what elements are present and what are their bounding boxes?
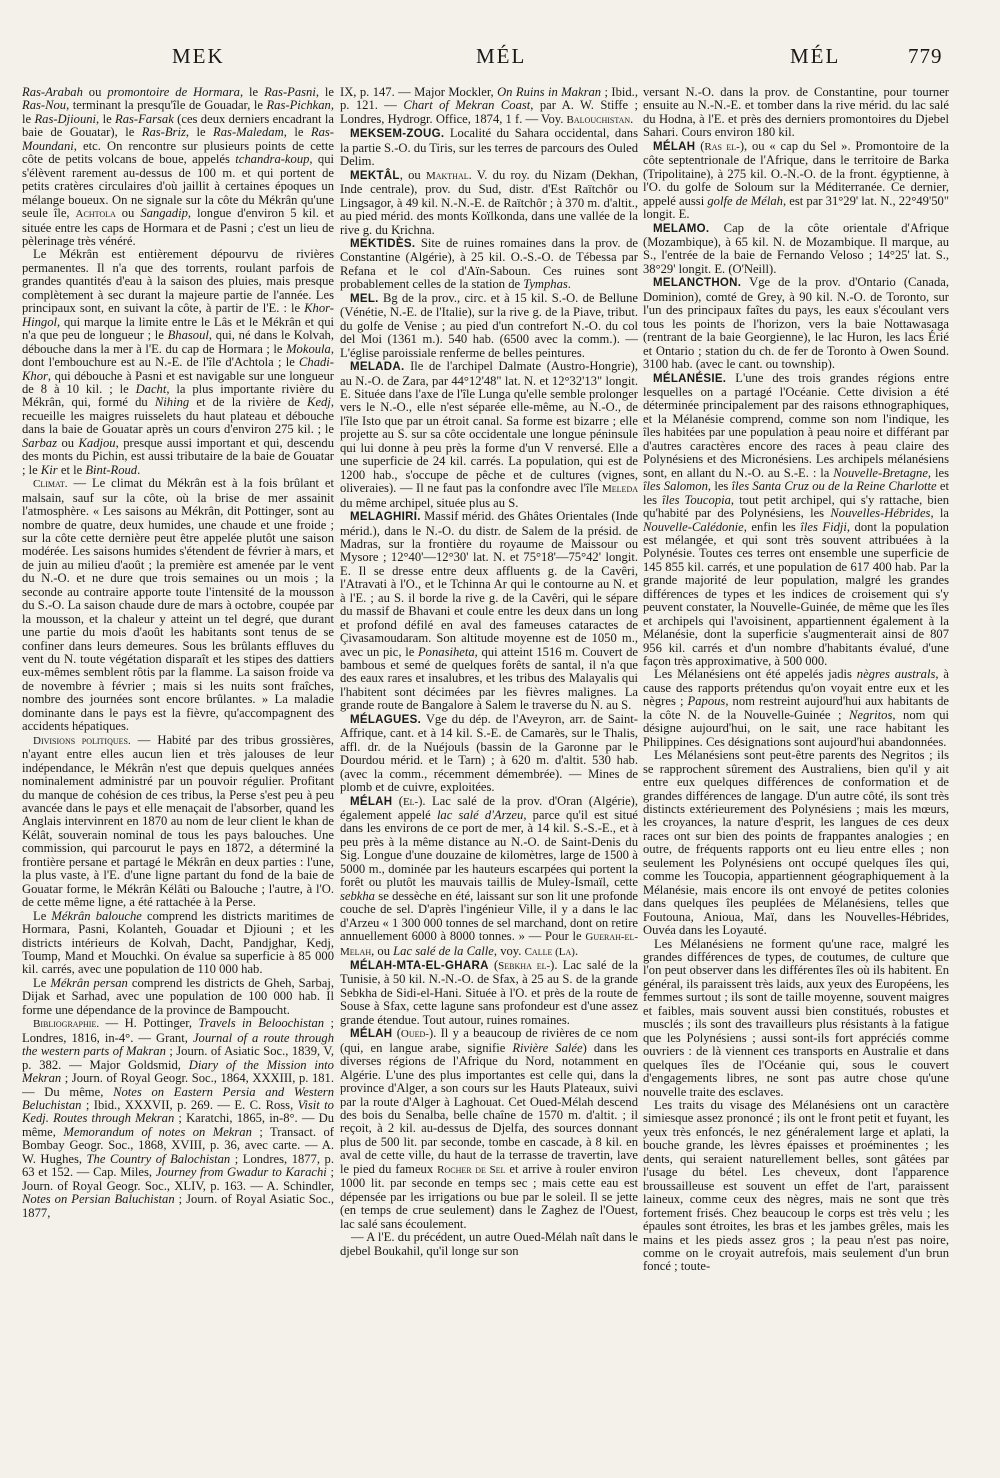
paragraph: Les traits du visage des Mélanésiens ont un caractère simiesque assez prononcé ; ils ont le front petit et fuyant, les yeux très enfoncés, le nez généralement large et aplati, la bouche grande, les lèvres épaisses et proéminentes ; les dents, qui seraient naturellement belles, sont gâtées par l'usage du bétel. Les cheveux, dont l'apparence broussailleuse est souvent un effet de l'art, paraissent laineux, comme ceux des nègres, mais ne sont que très fortement frisés. Chez beaucoup le corps est très velu ; les épaules sont étroites, les bras et les jambes grêles, mais les mains et les pieds assez gros ; la peau n'est pas noire, comme on le croyait autrefois, mais seulement d'un brun foncé ; toute-	[643, 1097, 949, 1274]
paragraph: IX, p. 147. — Major Mockler, On Ruins in Makran ; Ibid., p. 121. — Chart of Mekran Coast, par A. W. Stiffe ; Londres, Hydrogr. Office, 1874, 1 f. — Voy. Balouchistan.	[340, 86, 638, 126]
dictionary-entry: MÉLANÉSIE. L'une des trois grandes régions entre lesquelles on a partagé l'Océanie. Cette division a été déterminée principalement par des raisons ethnographiques, et la Mélanésie comprend, comme son nom l'indique, les îles habitées par une population à peau noire et différant par d'autres caractères encore des races à peau claire des Polynésiens et des Micronésiens. Les archipels mélanésiens sont, en allant du N.-O. au S.-E. : la Nouvelle-Bretagne, les îles Salomon, les îles Santa Cruz ou de la Reine Charlotte et les îles Toucopia, tout petit archipel, qui s'y rattache, bien qu'habité par des Polynésiens, les Nouvelles-Hébrides, la Nouvelle-Calédonie, enfin les îles Fidji, dont la population est mélangée, et qui sont très souvent attribuées à la Polynésie. Toutes ces terres ont ensemble une superficie de 145 855 kil. carrés, et une population de 617 400 hab. Par la grande majorité de leur population, malgré les grandes différences de types et les indices de croisement qui s'y peuvent constater, la Nouvelle-Guinée, de même que les îles et archipels qui l'avoisinent, appartiennent également à la Mélanésie, dont la superficie s'augmenterait ainsi de 807 956 kil. carrés et d'un nombre d'habitants évalué, d'une façon très approximative, à 500 000.	[643, 370, 949, 669]
dictionary-entry: MELADA. Ile de l'archipel Dalmate (Austro-Hongrie), au N.-O. de Zara, par 44°12'48" lat. N. et 12°32'13" longit. E. Située dans l'axe de l'île Lunga qu'elle semble prolonger vers le N.-O., elle n'est séparée elle-même, au N.-O., de l'île Isto que par un étroit canal. Sa forme est bizarre ; elle projette au S. sur sa côte occidentale une longue péninsule qui lui donne à peu près la forme d'un V renversé. Elle a une superficie de 24 kil. carrés. La population, qui est de 1200 hab., s'occupe de pêche et de cultures (vignes, oliveraies). — Il ne faut pas la confondre avec l'île Meleda du même archipel, située plus au S.	[340, 359, 638, 510]
text-column-2	[340, 86, 638, 1448]
header-center-guideword: MÉL	[476, 44, 527, 68]
paragraph: Le Mékrân persan comprend les districts de Gheh, Sarbaj, Dijak et Sarhad, avec une population de 100 000 hab. Il forme une dépendance de la province de Bampoucht.	[22, 975, 334, 1017]
dictionary-entry: MÉLAGUES. Vge du dép. de l'Aveyron, arr. de Saint-Affrique, cant. et à 14 kil. S.-E. de Camarès, sur le Thalis, affl. dr. de la Nuéjouls (bassin de la Garonne par le Dourdou mérid. et le Tarn) ; à 620 m. d'altit. 530 hab. (avec la comm., récemment démembrée). — Mines de plomb et de cuivre, exploitées.	[340, 711, 638, 795]
header-right-guideword: MÉL	[790, 44, 841, 68]
paragraph: Les Mélanésiens ne forment qu'une race, malgré les grandes différences de types, de coutumes, de culture que l'on peut observer dans les différentes îles où ils habitent. En général, ils paraissent très laids, aux yeux des Européens, les femmes surtout ; ils sont de taille moyenne, souvent maigres et faibles, mais souvent aussi bien constitués, robustes et musclés ; ils sont des travailleurs plus résistants à la fatigue que les Polynésiens ; aussi sont-ils fort appréciés comme ouvriers : de là viennent ces transports en Australie et dans quelques îles de l'Océanie qui, sous le couvert d'engagements libres, ne sont pas autre chose qu'une nouvelle traite des esclaves.	[643, 936, 949, 1099]
paragraph: — A l'E. du précédent, un autre Oued-Mélah naît dans le djebel Boukahil, qu'il longe sur son	[340, 1230, 638, 1258]
dictionary-entry: MÉLAH (Oued-). Il y a beaucoup de rivières de ce nom (qui, en langue arabe, signifie Rivière Salée) dans les diverses régions de l'Afrique du Nord, notamment en Algérie. L'une des plus importantes est celle qui, dans la province d'Alger, a son cours sur les Hauts Plateaux, suivi par la route d'Alger à Laghouat. Cet Oued-Mélah descend des bois du Senalba, belle chaîne de 1570 m. d'altit. ; il reçoit, à 2 kil. au-dessus de Djelfa, des sources donnant plus de 500 lit. par seconde, tombe en cascade, à 8 kil. en aval de cette ville, du haut de la terrasse de travertin, lave le pied du fameux Rocher de Sel et arrive à rouler environ 1000 lit. par seconde en temps sec ; mais cette eau est dépensée par les irrigations ou bue par le soleil. Il se jette (en temps de crue seulement) dans le Zaghez de l'Ouest, lac salé sans écoulement.	[340, 1026, 638, 1231]
paragraph: Les Mélanésiens sont peut-être parents des Negritos ; ils se rapprochent sûrement des Australiens, bien qu'il y ait entre eux quelques différences de conformation et de grandes différences de langage. D'un autre côté, ils sont très distincts extérieurement des Polynésiens ; mais les mœurs, les croyances, la nature d'esprit, les langues de ces deux races ont sur bien des points de frappantes analogies ; en outre, de fréquents rapports ont eu lieu entre elles ; non seulement les Polynésiens ont occupé quelques îles qui, comme les Toucopia, appartiennent géographiquement à la Mélanésie, mais encore ils ont envoyé de petites colonies dans quelques îles peuplées de Mélanésiens, telles que Foutouna, Anioua, Maï, dans les Nouvelles-Hébrides, Ouvéa dans les Loyauté.	[643, 748, 949, 938]
text-column-3	[643, 86, 949, 1448]
dictionary-entry: MELAGHIRI. Massif mérid. des Ghâtes Orientales (Inde mérid.), dans le N.-O. du distr. de Salem de la présid. de Madras, sur la frontière du royaume de Maissour ou Mysore ; 12°40'—12°30' lat. N. et 75°18'—75°42' longit. E. Il se dresse entre deux affluents g. de la Cavêri, l'Atravati à l'O., et le Tchinna Ar qui le contourne au N. et à l'E. ; au S. il borde la rive g. de la Cavêri, qui le sépare du massif de Bhavani et coule entre les deux dans un long et profond défilé en aval des fameuses cataractes de Çivasamoudaram. Son altitude moyenne est de 1050 m., avec un pic, le Ponasiheta, qui atteint 1516 m. Couvert de bambous et semé de quelques forêts de santal, il n'a que des eaux rares et insalubres, et les tribus des Malayalis qui l'habitent sont décimées par les fièvres malignes. La grande route de Bangalore à Salem le traverse du N. au S.	[340, 509, 638, 713]
dictionary-entry: MÉLAH-MTA-EL-GHARA (Sebkha el-). Lac salé de la Tunisie, à 50 kil. N.-N.-O. de Sfax, à 25 au S. de la grande Sebkha de Sidi-el-Hani. Située à l'O. et près de la route de Souse à Sfax, cette lagune sans profondeur est d'une assez grande étendue. Tout autour, ruines romaines.	[340, 958, 638, 1027]
page-number: 779	[908, 44, 943, 68]
paragraph: Le Mékrân est entièrement dépourvu de rivières permanentes. Il n'a que des torrents, roulant parfois de grandes quantités d'eau à la saison des pluies, mais presque complètement à sec durant la majeure partie de l'année. Les principaux sont, en suivant la côte, à partir de l'E. : le Khor-Hingol, qui marque la limite entre le Lâs et le Mékrân et qui n'a que peu de longueur ; le Bhasoul, qui, né dans le Kolvah, débouche dans la mer à l'E. du cap de Hormara ; le Mokoula, dont l'embouchure est au N.-E. de l'île d'Achtola ; le Chadi-Khor, qui débouche à Pasni et est navigable sur une longueur de 8 à 10 kil. ; le Dacht, la plus importante rivière du Mékrân, qui, formé du Nihing et de la rivière de Kedj, recueille les maigres ruisselets du haut plateau et débouche dans la baie de Gouatar après un cours d'environ 275 kil. ; le Sarbaz ou Kadjou, presque aussi important et qui, descendu des monts du Pichin, est aussi tributaire de la baie de Gouatar ; le Kir et le Bint-Roud.	[22, 247, 334, 477]
dictionary-entry: MÉLAH (El-). Lac salé de la prov. d'Oran (Algérie), également appelé lac salé d'Arzeu, parce qu'il est situé dans les environs de ce port de mer, à 14 kil. S.-S.-E., et à peu près à la même distance au N.-O. de Saint-Denis du Sig. Longue d'une douzaine de kilomètres, large de 1500 à 5000 m., dominée par les hauteurs escarpées qui portent la forêt ou plutôt les mauvais taillis de Muley-Ismaïl, cette sebkha se dessèche en été, laissant sur son lit une profonde couche de sel. D'après l'ingénieur Ville, il y a dans le lac d'Arzeu « 1 300 000 tonnes de sel marchand, dont on retire annuellement 6000 à 8000 tonnes. » — Pour le Guerah-el-Melah, ou Lac salé de la Calle, voy. Calle (La).	[340, 793, 638, 958]
text-column-1	[22, 86, 334, 1448]
dictionary-entry: MÉLAH (Ras el-), ou « cap du Sel ». Promontoire de la côte septentrionale de l'Afrique, dans le territoire de Barka (Tripolitaine), à 275 kil. O.-N.-O. de la front. égyptienne, à l'O. du golfe de Soloum sur la Méditerranée. Ce dernier, appelé aussi golfe de Mélah, est par 31°29' lat. N., 22°49'50" longit. E.	[643, 138, 949, 222]
dictionary-entry: MELAMO. Cap de la côte orientale d'Afrique (Mozambique), à 65 kil. N. de Mozambique. Il marque, au S., l'entrée de la baie de Fernando Veloso ; 14°25' lat. S., 38°29' longit. E. (O'Neill).	[643, 220, 949, 276]
header-left-guideword: MEK	[172, 44, 225, 68]
running-header	[0, 44, 1000, 74]
paragraph: versant N.-O. dans la prov. de Constantine, pour tourner ensuite au N.-N.-E. et tomber dans la rive mérid. du lac salé du Hodna, à l'E. et près des derniers promontoires du Djebel Sahari. Cours environ 180 kil.	[643, 86, 949, 140]
dictionary-entry: MEKSEM-ZOUG. Localité du Sahara occidental, dans la partie S.-O. du Tiris, sur les terres de parcours des Ouled Delim.	[340, 126, 638, 169]
paragraph: Bibliographie. — H. Pottinger, Travels in Beloochistan ; Londres, 1816, in-4°. — Grant, Journal of a route through the western parts of Makran ; Journ. of Asiatic Soc., 1839, V, p. 382. — Major Goldsmid, Diary of the Mission into Mekran ; Journ. of Royal Geogr. Soc., 1864, XXXIII, p. 181. — Du même, Notes on Eastern Persia and Western Beluchistan ; Ibid., XXXVII, p. 269. — E. C. Ross, Visit to Kedj. Routes through Mekran ; Karatchi, 1865, in-8°. — Du même, Memorandum of notes on Mekran ; Transact. of Bombay Geogr. Soc., 1868, XVIII, p. 36, avec carte. — A. W. Hughes, The Country of Balochistan ; Londres, 1877, p. 63 et 152. — Cap. Miles, Journey from Gwadur to Karachi ; Journ. of Royal Geogr. Soc., XLIV, p. 163. — A. Schindler, Notes on Persian Baluchistan ; Journ. of Royal Asiatic Soc., 1877,	[22, 1016, 334, 1220]
paragraph: Ras-Arabah ou promontoire de Hormara, le Ras-Pasni, le Ras-Nou, terminant la presqu'île de Gouadar, le Ras-Pichkan, le Ras-Djiouni, le Ras-Farsak (ces deux derniers encadrant la baie de Gouatar), le Ras-Briz, le Ras-Maledam, le Ras-Moundani, etc. On rencontre sur plusieurs points de cette côte de petits volcans de boue, appelés tchandra-koup, qui s'élèvent rarement au-dessus de 100 m. et qui portent de petits cratères circulaires d'où jaillit à certaines époques un mélange boueux. On ne signale sur la côte du Mékrân qu'une seule île, Achtola ou Sangadip, longue d'environ 5 kil. et située entre les caps de Hormara et de Pasni ; c'est un lieu de pèlerinage très vénéré.	[22, 86, 334, 248]
dictionary-entry: MEL. Bg de la prov., circ. et à 15 kil. S.-O. de Bellune (Vénétie, N.-E. de l'Italie), sur la rive g. de la Piave, tribut. du golfe de Venise ; au pied d'un contrefort N.-O. du col del Moi (1361 m.). 540 hab. (6500 avec la comm.). — L'église paroissiale renferme de belles peintures.	[340, 290, 638, 360]
paragraph: Climat. — Le climat du Mékrân est à la fois brûlant et malsain, sauf sur la côte, où la brise de mer assainit l'atmosphère. « Les saisons au Mékrân, dit Pottinger, sont au nombre de quatre, deux humides, une chaude et une froide ; sur la côte cette dernière peut être appelée plutôt une saison modérée. Les saisons humides s'étendent de février à mars, et de juin au milieu d'août ; la première est amenée par le vent du N.-O. et ne dure que trois semaines ou un mois ; la seconde au contraire apporte toute l'intensité de la mousson du S.-O. La saison chaude dure de mars à octobre, coupée par la mousson, et la chaleur y atteint un tel degré, que durant une partie du mois d'août les habitants sont tenus de se confiner dans leurs demeures. Sous les brûlants effluves du vent du N. toute végétation disparaît et les stipes des dattiers eux-mêmes semblent rôtis par la flamme. La saison froide va de novembre à février ; mais si les nuits sont fraîches, nombre des journées sont encore brûlantes. » La maladie dominante dans le pays est la fièvre, qu'accompagnent des accidents hépatiques.	[22, 476, 334, 734]
paragraph: Les Mélanésiens ont été appelés jadis nègres australs, à cause des rapports prétendus qu'on voyait entre eux et les nègres ; Papous, nom restreint aujourd'hui aux habitants de la côte N. de la Nouvelle-Guinée ; Negritos, nom qui désigne aujourd'hui, on le sait, une race habitant les Philippines. Ces désignations sont aujourd'hui abandonnées.	[643, 667, 949, 749]
paragraph: Le Mékrân balouche comprend les districts maritimes de Hormara, Pasni, Kolanteh, Gouadar et Djiouni ; et les districts intérieurs de Kolvah, Dacht, Pandjghar, Kedj, Toump, Mand et Mouchki. On évalue sa superficie à 85 000 kil. carrés, avec une population de 110 000 hab.	[22, 908, 334, 977]
dictionary-entry: MEKTÂL, ou Makthal. V. du roy. du Nizam (Dekhan, Inde centrale), prov. du Sud, distr. d'Est Raïtchôr ou Lingsagor, à 49 kil. N.-N.-E. de Raïtchôr ; à 370 m. d'altit., au pied mérid. des monts Koïlkonda, dans une vallée de la rive g. du Krichna.	[340, 167, 638, 237]
dictionary-entry: MELANCTHON. Vge de la prov. d'Ontario (Canada, Dominion), comté de Grey, à 90 kil. N.-O. de Toronto, sur l'un des principaux faîtes du pays, les eaux s'écoulant vers tous les points de l'horizon, vers la baie Nottawasaga (rentrant de la baie Georgienne), le lac Huron, les lacs Érié et Ontario ; station du ch. de fer de Toronto à Owen Sound. 3100 hab. (avec le cant. ou township).	[643, 275, 949, 372]
paragraph: Divisions politiques. — Habité par des tribus grossières, n'ayant entre elles aucun lien et très jalouses de leur indépendance, le Mékrân n'est que depuis quelques années nominalement administré par un pouvoir régulier. Profitant du manque de cohésion de ces tribus, la Perse s'est peu à peu avancée dans le pays et elle menaçait de l'absorber, quand les Anglais intervinrent en 1870 au nom de leur client le khan de Kélât, souverain nominal de tous les pays balouches. Une commission, qui parcourut le pays en 1872, a déterminé la frontière persane et partagé le Mékrân en deux parties : l'une, la plus vaste, à l'E. d'une ligne partant du fond de la baie de Gouatar forme, le Mékrân Kélâti ou Balouche ; l'autre, à l'O. de cette même ligne, a été rattachée à la Perse.	[22, 732, 334, 910]
dictionary-entry: MEKTIDÈS. Site de ruines romaines dans la prov. de Constantine (Algérie), à 25 kil. O.-S.-O. de Tébessa par Refana et le col d'Aïn-Saboun. Ces ruines sont probablement celles de la station de Tymphas.	[340, 235, 638, 292]
